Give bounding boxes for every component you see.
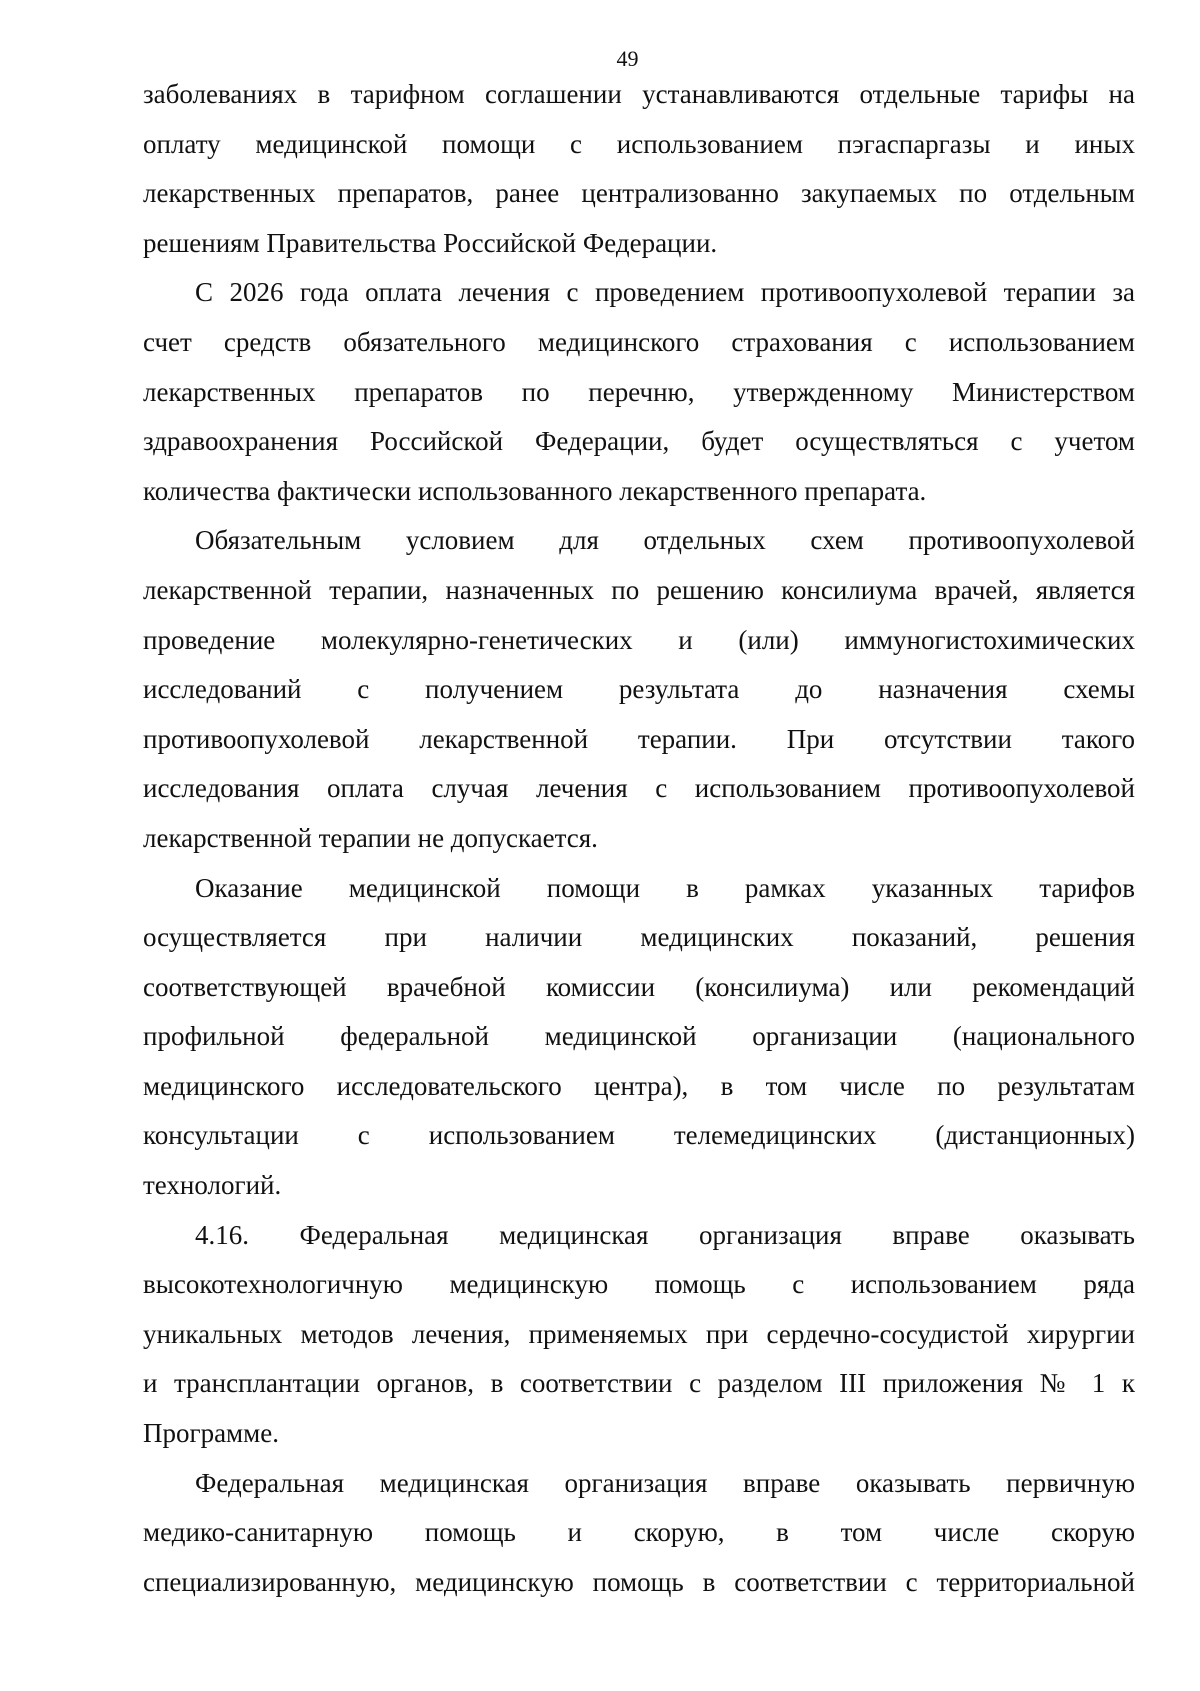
- text-line: осуществляется при наличии медицинских показаний, решения: [143, 922, 1135, 953]
- text-line: 4.16. Федеральная медицинская организация вправе оказывать: [195, 1219, 1135, 1250]
- text-line: Федеральная медицинская организация вправе оказывать первичную: [195, 1467, 1135, 1498]
- text-line: лекарственной терапии, назначенных по решению консилиума врачей, является: [143, 574, 1135, 605]
- paragraph-4: [143, 864, 1135, 1211]
- text-line: медицинского исследовательского центра), в том числе по результатам: [143, 1070, 1135, 1101]
- text-line: лекарственных препаратов, ранее централизованно закупаемых по отдельным: [143, 178, 1135, 209]
- text-line: Обязательным условием для отдельных схем противоопухолевой: [195, 525, 1135, 556]
- text-line: специализированную, медицинскую помощь в соответствии с территориальной: [143, 1566, 1135, 1597]
- paragraph-3: [143, 516, 1135, 863]
- text-line: счет средств обязательного медицинского страхования с использованием: [143, 326, 1135, 357]
- paragraph-2: [143, 268, 1135, 516]
- text-line: здравоохранения Российской Федерации, будет осуществляться с учетом: [143, 426, 1135, 457]
- text-line: Программе.: [143, 1418, 279, 1449]
- text-line: проведение молекулярно-генетических и (или) иммуногистохимических: [143, 624, 1135, 655]
- paragraph-1: [143, 70, 1135, 268]
- text-line: исследования оплата случая лечения с использованием противоопухолевой: [143, 773, 1135, 804]
- text-line: профильной федеральной медицинской организации (национального: [143, 1021, 1135, 1052]
- text-line: количества фактически использованного лекарственного препарата.: [143, 475, 927, 506]
- text-line: решениям Правительства Российской Федерации.: [143, 227, 718, 258]
- text-line: лекарственной терапии не допускается.: [143, 822, 598, 853]
- text-line: уникальных методов лечения, применяемых при сердечно-сосудистой хирургии: [143, 1318, 1135, 1349]
- text-line: противоопухолевой лекарственной терапии. При отсутствии такого: [143, 723, 1135, 754]
- paragraph-5: [143, 1211, 1135, 1459]
- text-line: медико-санитарную помощь и скорую, в том числе скорую: [143, 1517, 1135, 1548]
- page-number: 49: [616, 46, 639, 71]
- text-line: высокотехнологичную медицинскую помощь с использованием ряда: [143, 1269, 1135, 1300]
- text-line: консультации с использованием телемедицинских (дистанционных): [143, 1120, 1135, 1151]
- text-line: оплату медицинской помощи с использованием пэгаспаргазы и иных: [143, 128, 1135, 159]
- text-line: С 2026 года оплата лечения с проведением противоопухолевой терапии за: [195, 277, 1135, 308]
- text-line: соответствующей врачебной комиссии (консилиума) или рекомендаций: [143, 971, 1135, 1002]
- paragraph-6: [143, 1459, 1135, 1608]
- text-line: технологий.: [143, 1170, 282, 1201]
- text-line: лекарственных препаратов по перечню, утвержденному Министерством: [143, 376, 1135, 407]
- text-line: Оказание медицинской помощи в рамках указанных тарифов: [195, 872, 1135, 903]
- text-line: исследований с получением результата до назначения схемы: [143, 674, 1135, 705]
- text-line: заболеваниях в тарифном соглашении устанавливаются отдельные тарифы на: [143, 79, 1135, 109]
- document-body: [143, 70, 1135, 1607]
- text-line: и трансплантации органов, в соответствии с разделом III приложения № 1 к: [143, 1368, 1135, 1399]
